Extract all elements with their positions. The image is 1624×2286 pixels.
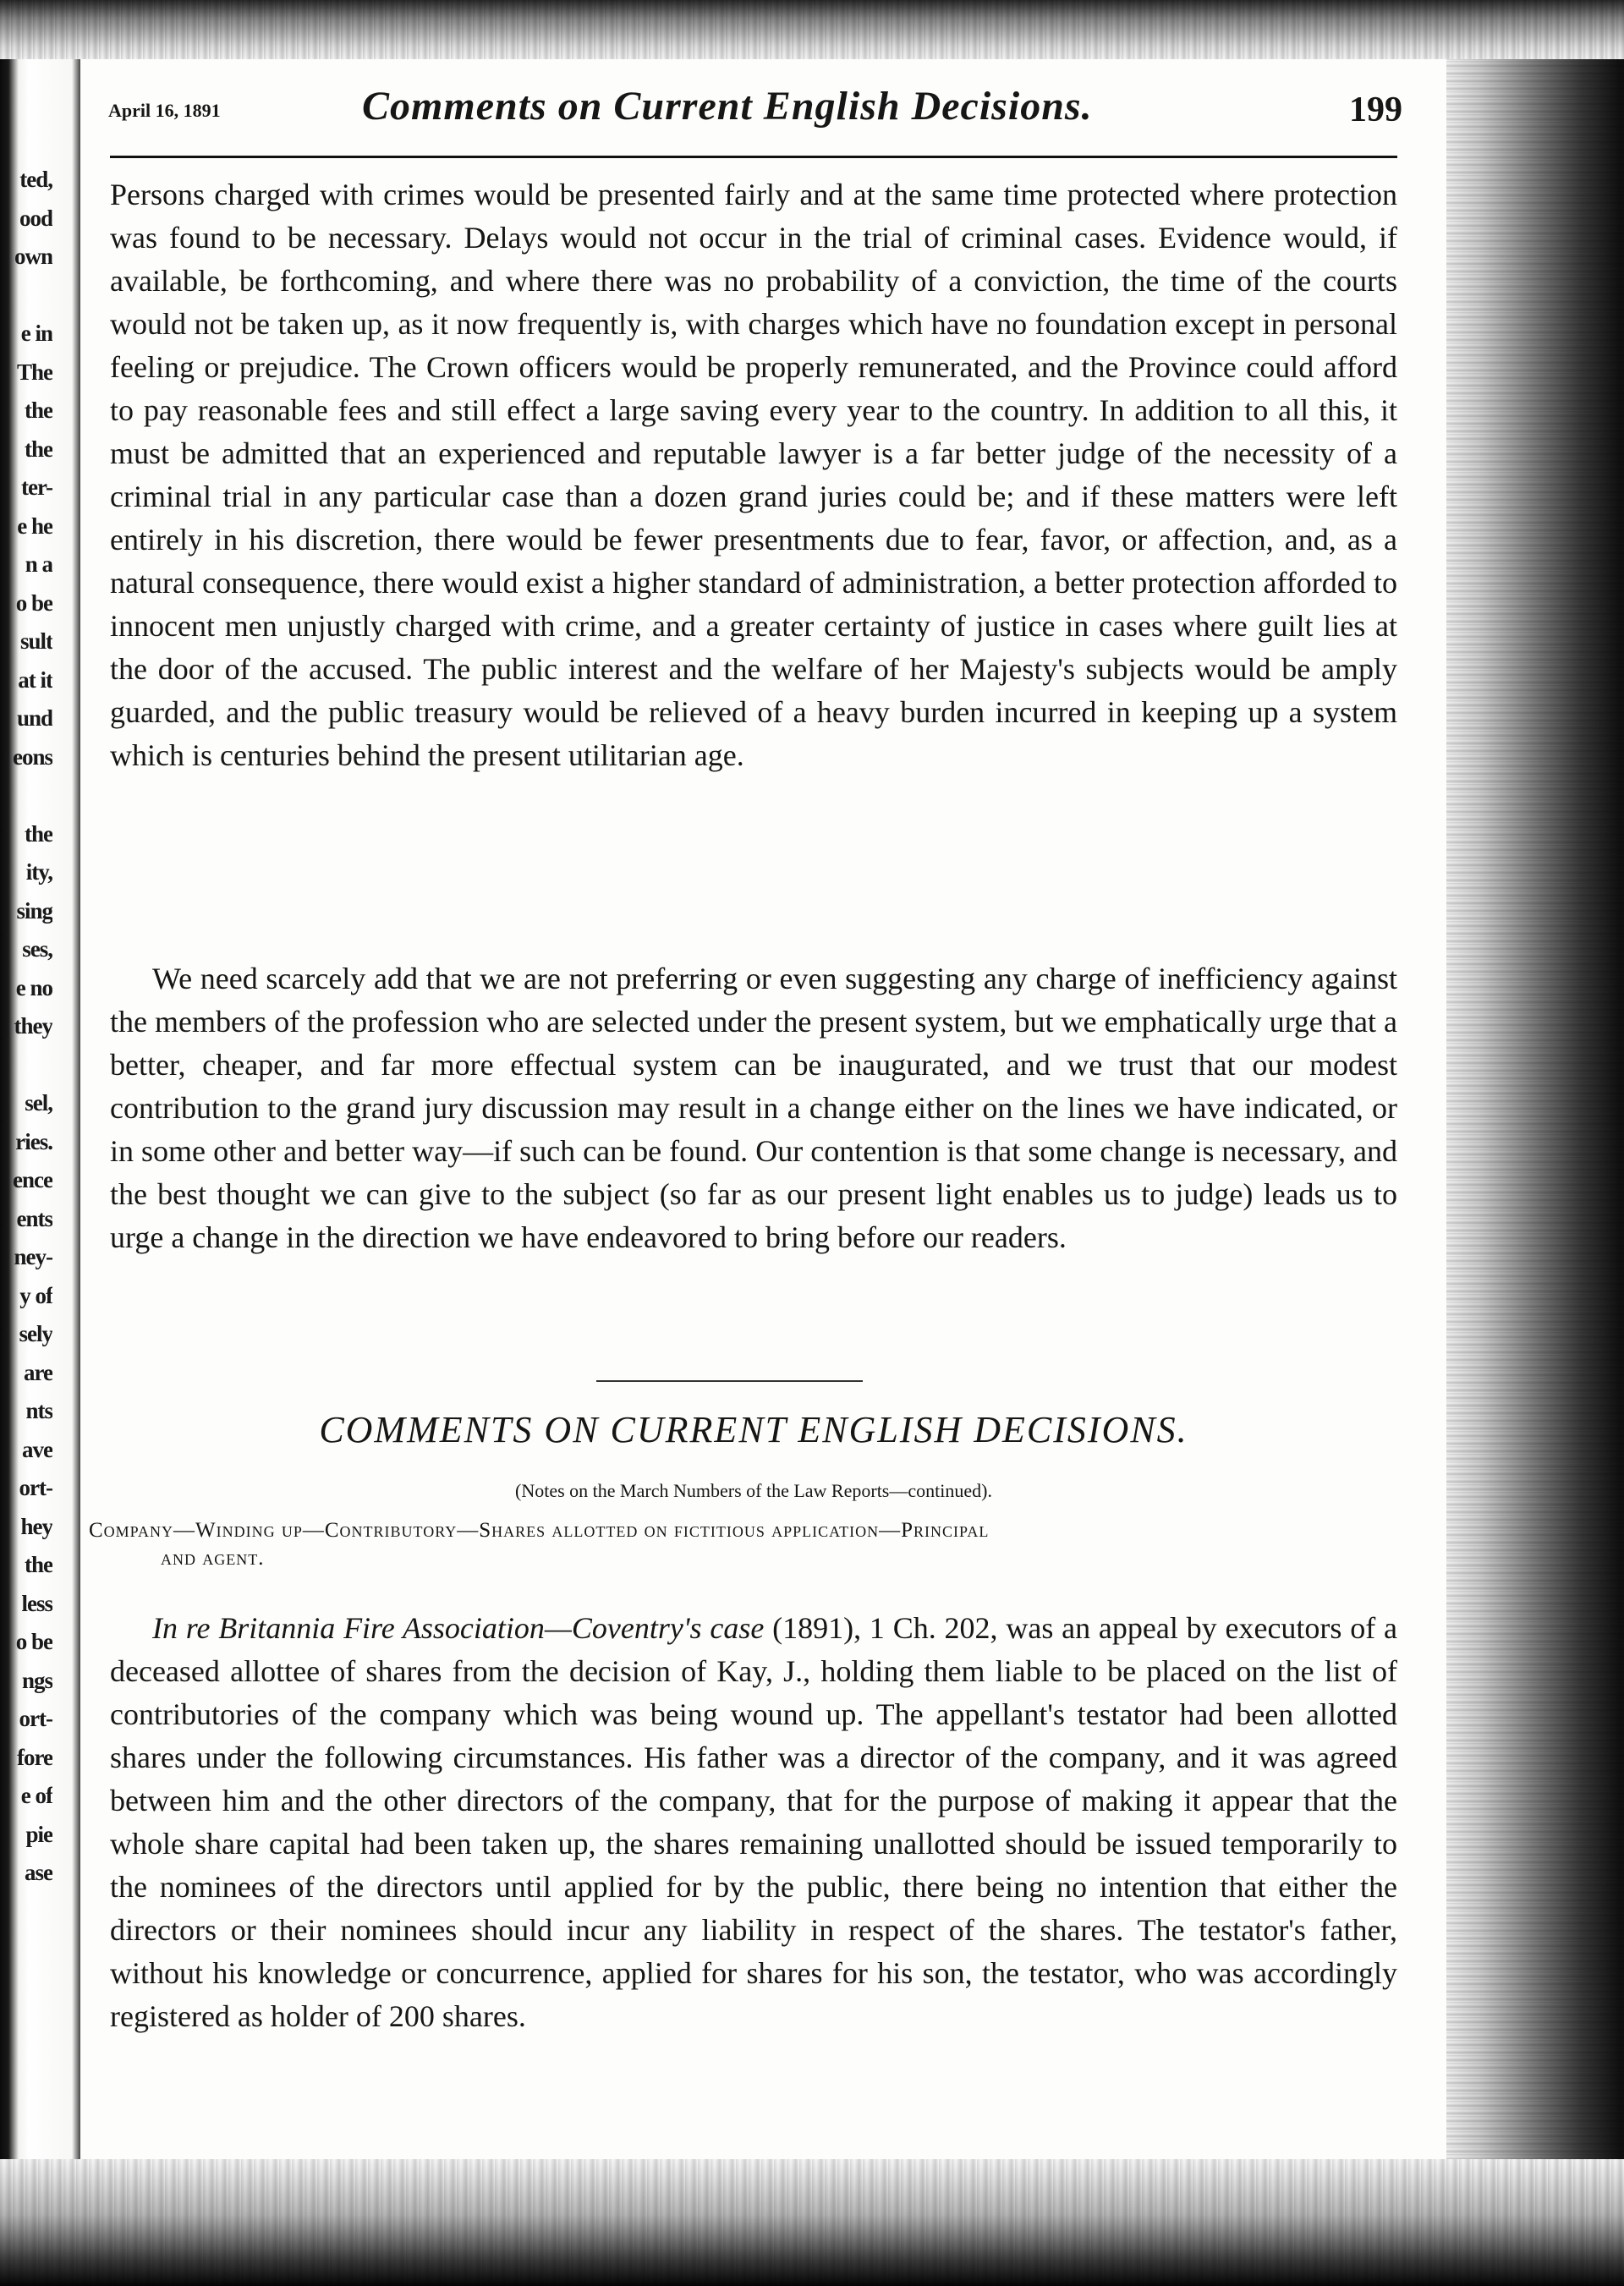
margin-fragment: ort- — [19, 1706, 52, 1731]
section-divider — [596, 1380, 863, 1382]
margin-fragment: ase — [25, 1860, 52, 1885]
paragraph-3 — [110, 1607, 1397, 2038]
paragraph-2-text: We need scarcely add that we are not preferring or even suggesting any charge of inefficiency against the members of the profession who are selected under the present system, but we emphatically urge that a better, cheaper, and far more effectual system can be inaugurated, and we trust that our modest contribution to the grand jury discussion may result in a change either on the lines we have indicated, or in some other and better way—if such can be found. Our contention is that some change is necessary, and the best thought we can give to the subject (so far as our present light enables us to judge) leads us to urge a change in the direction we have endeavored to bring before our readers. — [110, 962, 1397, 1254]
margin-fragment: pie — [25, 1821, 52, 1847]
paragraph-1-text: Persons charged with crimes would be presented fairly and at the same time protected where protection was found to be necessary. Delays would not occur in the trial of criminal cases. Evidence would, if available, be forthcoming, and where there was no probability of a conviction, the time of the courts would not be taken up, as it now frequently is, with charges which have no foundation except in personal feeling or prejudice. The Crown officers would be properly remunerated, and the Province could afford to pay reasonable fees and still effect a large saving every year to the country. In addition to all this, it must be admitted that an experienced and reputable lawyer is a far better judge of the necessity of a criminal trial in any particular case than a dozen grand juries could be; and if these matters were left entirely in his discretion, there would be fewer presentments due to fear, favor, or affection, and, as a natural consequence, there would exist a higher standard of administration, a better protection afforded to innocent men unjustly charged with crime, and a greater certainty of justice in cases where guilt lies at the door of the accused. The public interest and the welfare of her Majesty's subjects would be amply guarded, and the public treasury would be relieved of a heavy burden incurred in keeping up a system which is centuries behind the present utilitarian age. — [110, 178, 1397, 772]
margin-fragment: ity, — [25, 859, 52, 885]
margin-fragment: ave — [22, 1436, 52, 1462]
page-top-edge — [0, 0, 1624, 59]
case-name: In re Britannia Fire Association—Coventry's case — [152, 1611, 765, 1645]
margin-fragment: fore — [17, 1744, 52, 1770]
subject-heading-line-2: and agent. — [161, 1547, 265, 1570]
case-body: (1891), 1 Ch. 202, was an appeal by executors of a deceased allottee of shares from the decision of Kay, J., holding them liable to be placed on the list of contributories of the company which was being wound up. The appellant's testator had been allotted shares under the following circumstances. His father was a director of the company, and it was agreed between him and the other directors of the company, that for the purpose of making it appear that the whole share capital had been taken up, the shares remaining unallotted should be issued temporarily to the nominees of the directors until applied for by the public, there being no intention that either the directors or their nominees should incur any liability in respect of the shares. The testator's father, without his knowledge or concurrence, applied for shares for his son, the testator, who was accordingly registered as holder of 200 shares. — [110, 1611, 1398, 2033]
margin-fragment: ngs — [21, 1667, 52, 1693]
margin-fragment: ter- — [21, 474, 52, 500]
margin-fragment: e no — [15, 974, 52, 1000]
margin-fragment: eons — [12, 743, 52, 770]
margin-fragment: e in — [20, 321, 52, 346]
subject-heading — [89, 1516, 1396, 1572]
margin-fragment: o be — [15, 589, 52, 616]
margin-fragment: o be — [15, 1629, 52, 1654]
margin-fragment — [0, 277, 52, 315]
margin-fragment: the — [25, 1552, 52, 1577]
margin-fragment: less — [21, 1590, 52, 1616]
margin-fragment: The — [16, 359, 52, 385]
header-date: April 16, 1891 — [108, 100, 221, 121]
margin-fragment: ood — [19, 205, 52, 231]
margin-fragment: nts — [25, 1398, 52, 1423]
page-number: 199 — [1349, 90, 1402, 129]
margin-fragment: und — [16, 705, 52, 731]
section-notes: (Notes on the March Numbers of the Law Reports—continued). — [515, 1480, 992, 1501]
header-rule — [110, 156, 1397, 158]
margin-fragment — [0, 1046, 52, 1085]
section-title: COMMENTS ON CURRENT ENGLISH DECISIONS. — [319, 1409, 1188, 1450]
margin-fragment — [0, 776, 52, 815]
margin-fragment: e he — [17, 513, 52, 539]
margin-fragment: ence — [13, 1167, 52, 1192]
running-title: Comments on Current English Decisions. — [362, 84, 1093, 129]
margin-fragment: ney- — [14, 1244, 52, 1269]
margin-fragment: own — [14, 244, 52, 269]
margin-fragment: sel, — [25, 1090, 52, 1116]
margin-fragment: e of — [20, 1783, 52, 1808]
margin-fragment: at it — [18, 666, 52, 693]
margin-fragment: ted, — [19, 167, 52, 192]
margin-fragment: n a — [25, 551, 52, 577]
previous-page-margin-text — [0, 161, 52, 1893]
margin-fragment: ort- — [19, 1475, 52, 1500]
margin-fragment: sult — [19, 628, 52, 654]
margin-fragment: the — [25, 820, 52, 847]
margin-fragment: sely — [19, 1321, 52, 1346]
page-right-edge — [1446, 0, 1624, 2286]
page-header — [108, 83, 1402, 134]
paragraph-1 — [110, 173, 1397, 777]
margin-fragment: y of — [19, 1282, 52, 1308]
margin-fragment: hey — [20, 1513, 52, 1539]
page-bottom-edge — [0, 2159, 1624, 2286]
margin-fragment: they — [14, 1013, 52, 1039]
paragraph-3-text — [110, 1607, 1397, 2038]
margin-fragment: the — [25, 397, 52, 423]
margin-fragment: the — [25, 436, 52, 462]
margin-fragment: ries. — [15, 1128, 52, 1154]
subject-heading-line-1: Company—Winding up—Contributory—Shares allotted on fictitious application—Principal — [89, 1519, 990, 1542]
paragraph-2 — [110, 957, 1397, 1259]
margin-fragment: sing — [16, 897, 52, 924]
margin-fragment: ses, — [22, 936, 52, 962]
margin-fragment: are — [24, 1359, 52, 1385]
margin-fragment: ents — [16, 1205, 52, 1231]
